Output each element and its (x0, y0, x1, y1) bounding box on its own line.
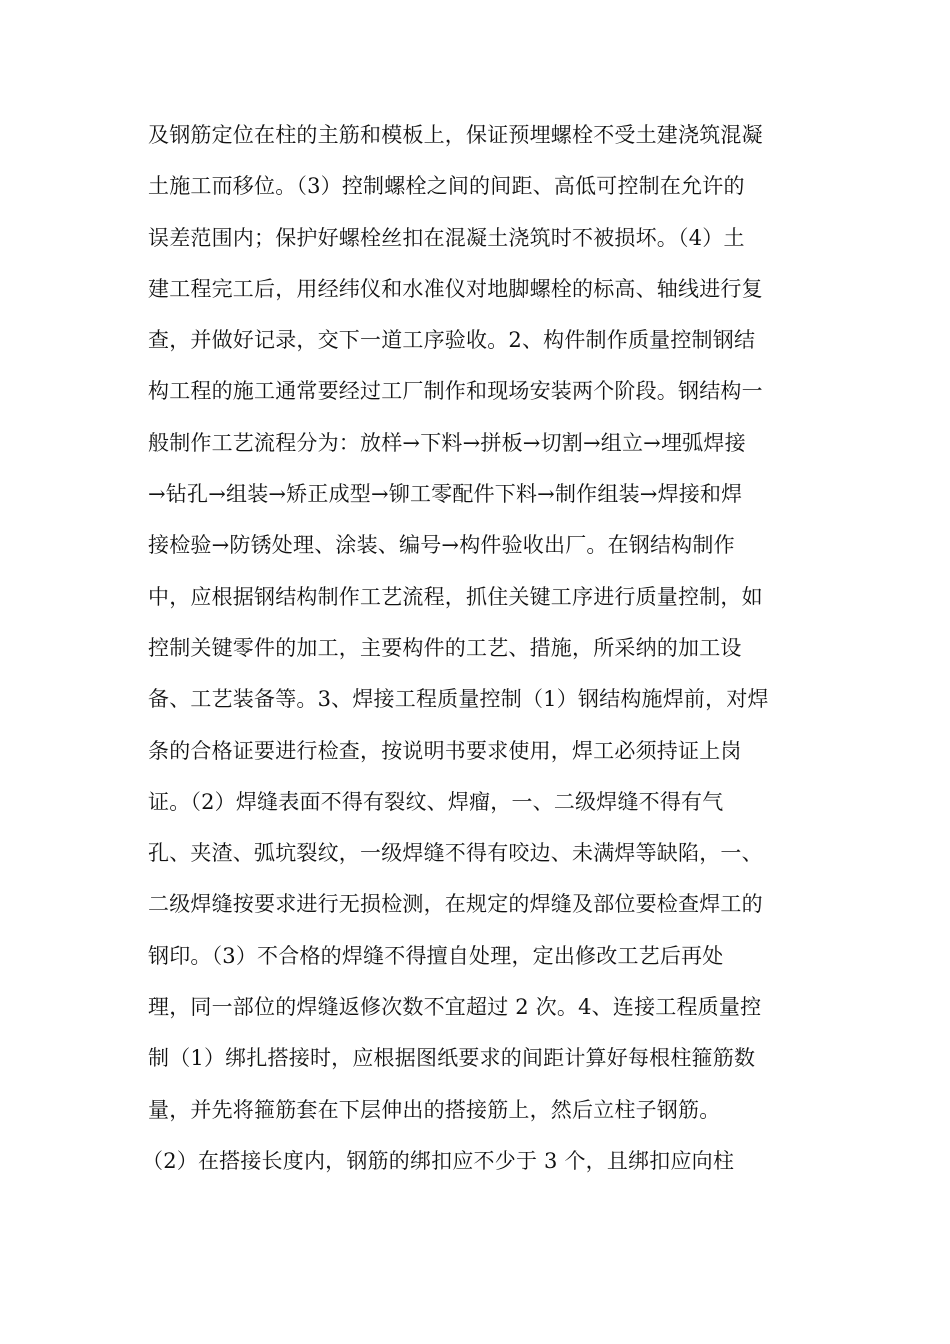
text-line: 中，应根据钢结构制作工艺流程，抓住关键工序进行质量控制，如 (148, 584, 763, 609)
text-line: 般制作工艺流程分为：放样→下料→拼板→切割→组立→埋弧焊接 (148, 430, 746, 455)
text-line: 条的合格证要进行检查，按说明书要求使用，焊工必须持证上岗 (148, 738, 742, 763)
body-text (142, 110, 808, 1187)
text-line: 建工程完工后，用经纬仪和水准仪对地脚螺栓的标高、轴线进行复 (148, 276, 763, 301)
text-line: （2）在搭接长度内，钢筋的绑扣应不少于 3 个，且绑扣应向柱 (142, 1148, 735, 1173)
text-line: 接检验→防锈处理、涂装、编号→构件验收出厂。在钢结构制作 (148, 533, 735, 558)
text-line: 证。（2）焊缝表面不得有裂纹、焊瘤，一、二级焊缝不得有气 (148, 789, 724, 814)
text-line: 理，同一部位的焊缝返修次数不宜超过 2 次。4、连接工程质量控 (148, 995, 762, 1020)
text-line: 制（1）绑扎搭接时，应根据图纸要求的间距计算好每根柱箍筋数 (148, 1046, 756, 1071)
text-line: 误差范围内；保护好螺栓丝扣在混凝土浇筑时不被损坏。（4）土 (148, 225, 745, 250)
text-line: 控制关键零件的加工，主要构件的工艺、措施，所采纳的加工设 (148, 635, 742, 660)
text-line: 备、工艺装备等。3、焊接工程质量控制（1）钢结构施焊前，对焊 (148, 687, 769, 712)
text-line: 钢印。（3）不合格的焊缝不得擅自处理，定出修改工艺后再处 (148, 943, 724, 968)
text-line: 构工程的施工通常要经过工厂制作和现场安装两个阶段。钢结构一 (148, 379, 763, 404)
text-line: 查，并做好记录，交下一道工序验收。2、构件制作质量控制钢结 (148, 328, 756, 353)
text-line: 量，并先将箍筋套在下层伸出的搭接筋上，然后立柱子钢筋。 (148, 1097, 721, 1122)
text-line: 及钢筋定位在柱的主筋和模板上，保证预埋螺栓不受土建浇筑混凝 (148, 123, 763, 147)
text-line: →钻孔→组装→矫正成型→铆工零配件下料→制作组装→焊接和焊 (148, 482, 743, 507)
text-line: 二级焊缝按要求进行无损检测，在规定的焊缝及部位要检查焊工的 (148, 892, 763, 917)
text-line: 土施工而移位。（3）控制螺栓之间的间距、高低可控制在允许的 (148, 174, 745, 199)
text-line: 孔、夹渣、弧坑裂纹，一级焊缝不得有咬边、未满焊等缺陷，一、 (148, 841, 763, 866)
